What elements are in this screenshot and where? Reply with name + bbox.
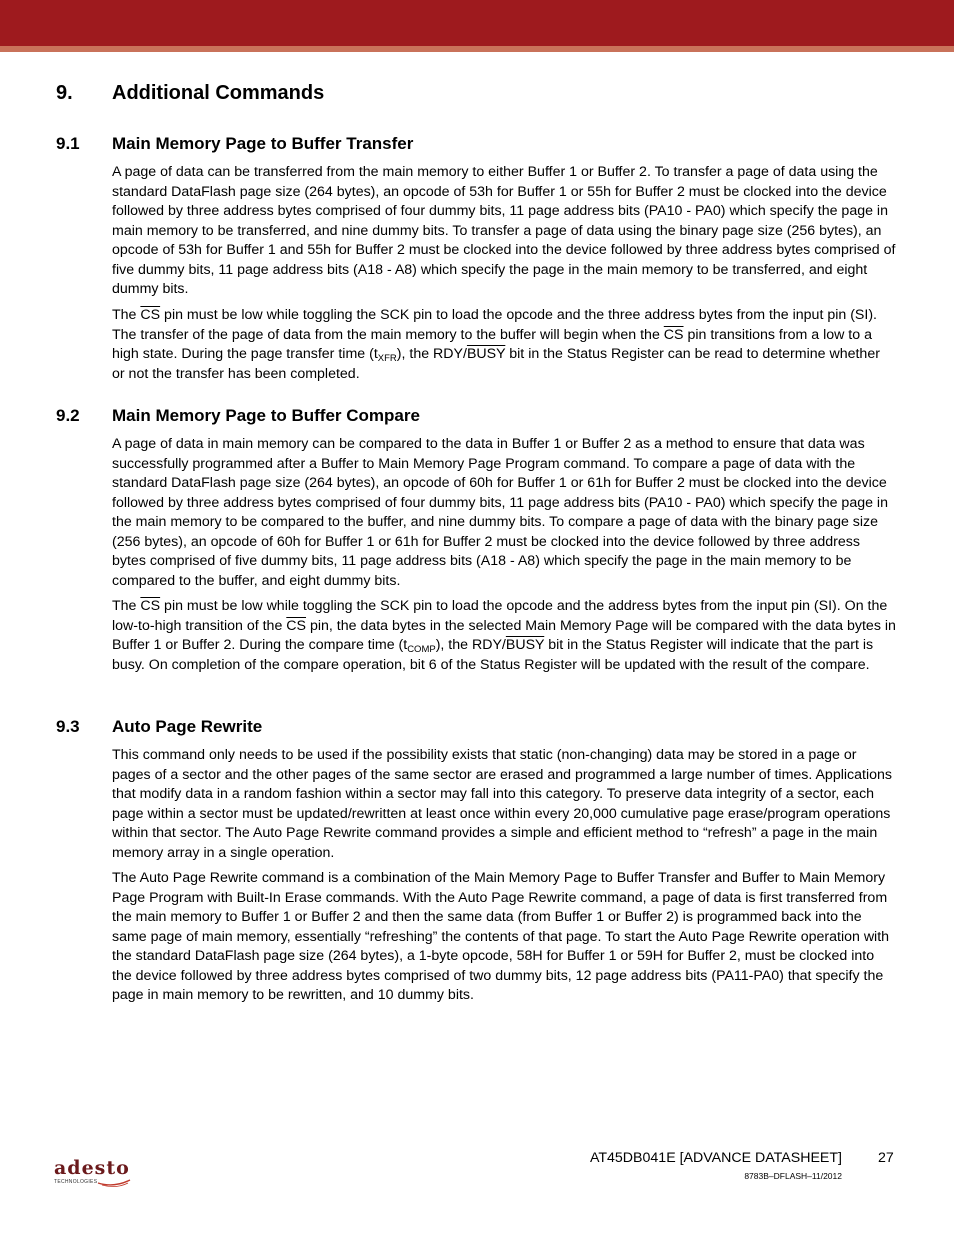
chapter-number: 9. <box>56 82 73 104</box>
text-run: ), the RDY/ <box>435 637 506 653</box>
text-run: bit in the Status Register can be read to determine whether or not the transfer has been completed. <box>112 346 880 382</box>
text-run: The <box>112 598 141 614</box>
chapter-heading <box>56 82 324 105</box>
text-run: pin, the data bytes in the selected Main Memory Page will be compared with the data bytes in Buffer 1 or Buffer 2. During the compare time (t <box>112 617 896 653</box>
text-run: pin transitions from a low to a high state. During the page transfer time (t <box>112 326 872 362</box>
page-number: 27 <box>878 1150 894 1166</box>
adesto-logo <box>54 1157 136 1189</box>
subscript: XFR <box>377 353 397 364</box>
footer-doc-title: AT45DB041E [ADVANCE DATASHEET] <box>589 1150 842 1166</box>
footer-doc-id: 8783B–DFLASH–11/2012 <box>744 1171 842 1181</box>
section-title: Main Memory Page to Buffer Transfer <box>112 134 414 153</box>
text-run: pin must be low while toggling the SCK pin to load the opcode and the address bytes from the input pin (SI). On the low-to-high transition of the <box>112 598 888 634</box>
text-run: pin must be low while toggling the SCK pin to load the opcode and the three address bytes from the input pin (SI). The transfer of the page of data from the main memory to the buffer will begin when the <box>112 307 878 343</box>
section-heading-9-3 <box>56 717 262 737</box>
section-heading-9-2 <box>56 406 420 426</box>
text-run: bit in the Status Register will indicate that the part is busy. On completion of the compare operation, bit 6 of the Status Register will be updated with the result of the compare. <box>112 637 874 673</box>
cs-signal: $\overline{CS}$ <box>286 617 307 634</box>
header-bar <box>0 0 954 46</box>
cs-signal: $\overline{CS}$ <box>140 598 161 614</box>
logo-wordmark: adesto <box>54 1157 130 1179</box>
subscript: COMP <box>407 644 436 655</box>
paragraph: A page of data can be transferred from the main memory to either Buffer 1 or Buffer 2. To transfer a page of data using the standard DataFlash page size (264 bytes), an opcode of 53h for Buffer 1 or 55h for Buffer 2 must be clocked into the device followed by three address bytes comprised of four dummy bits, 11 page address bits (PA10 - PA0) which specify the page in main memory to be transferred, and nine dummy bits. To transfer a page of data using the binary page size (256 bytes), an opcode of 53h for Buffer 1 and 55h for Buffer 2 must be clocked into the device followed by three address bytes comprised of five dummy bits, 11 page address bits (A18 - A8) which specify the page in the main memory to be transferred, and eight dummy bits. <box>112 164 896 297</box>
cs-signal: $\overline{CS}$ <box>663 326 684 343</box>
busy-signal: BUSY <box>505 637 545 653</box>
paragraph: This command only needs to be used if the possibility exists that static (non-changing) data may be stored in a page or pages of a sector and the other pages of the same sector are erased and programmed a large number of times. Applications that modify data in a random fashion within a sector may fall into this category. To preserve data integrity of a sector, each page within a sector must be updated/rewritten at least once within every 20,000 cumulative page erase/program operations within that sector. The Auto Page Rewrite command provides a simple and efficient method to “refresh” a page in the main memory array in a single operation. <box>112 747 892 861</box>
section-number: 9.1 <box>56 134 80 153</box>
paragraph <box>112 597 896 675</box>
section-number: 9.3 <box>56 717 80 736</box>
section-title: Auto Page Rewrite <box>112 717 263 736</box>
paragraph: The Auto Page Rewrite command is a combination of the Main Memory Page to Buffer Transfer and Buffer to Main Memory Page Program with Built-In Erase commands. With the Auto Page Rewrite command, a page of data is first transferred from the main memory to Buffer 1 or Buffer 2 and then the same data (from Buffer 1 or Buffer 2) is programmed back into the same page of main memory, essentially “refreshing” the contents of that page. To start the Auto Page Rewrite operation with the standard DataFlash page size (264 bytes), a 1-byte opcode, 58H for Buffer 1 or 59H for Buffer 2, must be clocked into the device followed by three address bytes comprised of two dummy bits, 12 page address bits (PA11-PA0) that specify the page in main memory to be rewritten, and 10 dummy bits. <box>112 870 890 1003</box>
paragraph: A page of data in main memory can be compared to the data in Buffer 1 or Buffer 2 as a method to ensure that data was successfully programmed after a Buffer to Main Memory Page Program command. To compare a page of data with the standard DataFlash page size (264 bytes), an opcode of 60h for Buffer 1 or 61h for Buffer 2 must be clocked into the device followed by three address bytes comprised of four dummy bits, 11 page address bits (PA10 - PA0) which specify the page in the main memory to be compared to the buffer, and nine dummy bits. To compare a page of data with the binary page size (256 bytes), an opcode of 60h for Buffer 1 or 61h for Buffer 2 must be clocked into the device followed by three address bytes comprised of five dummy bits, 11 page address bits (A18 - A8) which specify the page in the main memory to be compared to the buffer, and eight dummy bits. <box>112 436 888 589</box>
logo-swoosh-icon <box>96 1177 132 1187</box>
header-stripe <box>0 46 954 52</box>
busy-signal: BUSY <box>466 346 506 362</box>
cs-signal: $\overline{CS}$ <box>140 307 161 323</box>
chapter-title: Additional Commands <box>112 82 325 104</box>
section-number: 9.2 <box>56 406 80 425</box>
text-run: ), the RDY/ <box>396 346 467 362</box>
paragraph <box>112 306 896 384</box>
logo-subtitle: TECHNOLOGIES <box>54 1179 98 1185</box>
text-run: The <box>112 307 141 323</box>
section-title: Main Memory Page to Buffer Compare <box>112 406 420 425</box>
section-heading-9-1 <box>56 134 413 154</box>
